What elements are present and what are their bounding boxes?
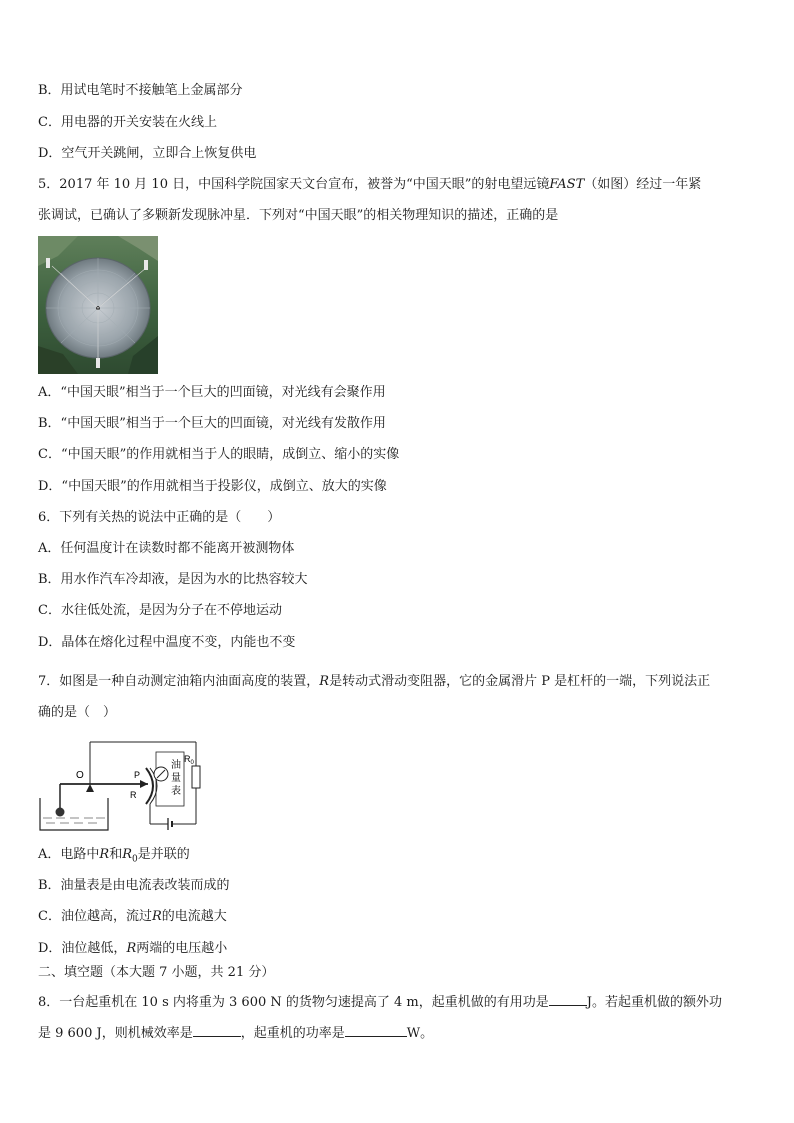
q7-stem-line2: 确的是（ ）: [38, 705, 117, 720]
q5-stem-line2: 张调试，已确认了多颗新发现脉冲星．下列对“中国天眼”的相关物理知识的描述，正确的是: [38, 208, 559, 223]
q8-blank-3[interactable]: [345, 1022, 407, 1037]
oil-gauge-circuit-diagram: [38, 738, 204, 834]
q6-option-a: A．任何温度计在读数时都不能离开被测物体: [38, 541, 295, 556]
q5-stem-part-a: 5．2017 年 10 月 10 日，中国科学院国家天文台宣布，被誉为“中国天眼”的射电望远镜: [38, 177, 550, 192]
q8-line1: 8．一台起重机在 10 s 内将重为 3 600 N 的货物匀速提高了 4 m，起重机做的有用功是 J。若起重机做的额外功: [38, 991, 758, 1012]
label-r0: $R_0$: [184, 754, 194, 766]
meter-label-1: 油: [171, 760, 181, 771]
q5-stem-part-b: （如图）经过一年紧: [584, 177, 702, 192]
q6-option-c: C．水往低处流，是因为分子在不停地运动: [38, 603, 282, 618]
meter-label-3: 表: [171, 786, 181, 797]
q4-option-b: B．用试电笔时不接触笔上金属部分: [38, 83, 243, 98]
q7-option-b: B．油量表是由电流表改装而成的: [38, 878, 230, 893]
q7-option-d: D．油位越低，R两端的电压越小: [38, 941, 228, 956]
q4-option-c: C．用电器的开关安装在火线上: [38, 115, 217, 130]
label-o: O: [76, 770, 84, 781]
q7-stem-part-a: 7．如图是一种自动测定油箱内油面高度的装置，: [38, 674, 320, 689]
q7-stem-r: R: [319, 674, 330, 689]
meter-label-2: 量: [171, 773, 181, 784]
q5-option-b: B．“中国天眼”相当于一个巨大的凹面镜，对光线有发散作用: [38, 416, 386, 431]
q5-option-a: A．“中国天眼”相当于一个巨大的凹面镜，对光线有会聚作用: [38, 385, 386, 400]
q5-stem-line1: [38, 176, 758, 194]
q6-stem: 6．下列有关热的说法中正确的是（ ）: [38, 510, 281, 525]
label-p: P: [134, 770, 141, 780]
q6-option-d: D．晶体在熔化过程中温度不变，内能也不变: [38, 635, 296, 650]
q8-blank-1[interactable]: [549, 991, 587, 1006]
section-title: 二、填空题（本大题 7 小题，共 21 分）: [38, 965, 275, 980]
q8-line2: 是 9 600 J，则机械效率是 ，起重机的功率是 W。: [38, 1022, 758, 1043]
q7-option-a: A．电路中R和$R_0$是并联的: [38, 847, 190, 865]
q8-blank-2[interactable]: [193, 1022, 241, 1037]
q4-option-d: D．空气开关跳闸，立即合上恢复供电: [38, 146, 257, 161]
label-r: R: [130, 790, 137, 800]
q6-option-b: B．用水作汽车冷却液，是因为水的比热容较大: [38, 572, 308, 587]
q5-option-c: C．“中国天眼”的作用就相当于人的眼睛，成倒立、缩小的实像: [38, 447, 400, 462]
q7-option-c: C．油位越高，流过R的电流越大: [38, 909, 227, 924]
fast-telescope-photo: [38, 236, 158, 374]
q7-stem-line1: [38, 673, 758, 691]
q5-option-d: D．“中国天眼”的作用就相当于投影仪，成倒立、放大的实像: [38, 479, 387, 494]
q5-stem-fast: FAST: [549, 177, 585, 192]
q7-stem-part-b: 是转动式滑动变阻器，它的金属滑片 P 是杠杆的一端，下列说法正: [329, 674, 711, 689]
